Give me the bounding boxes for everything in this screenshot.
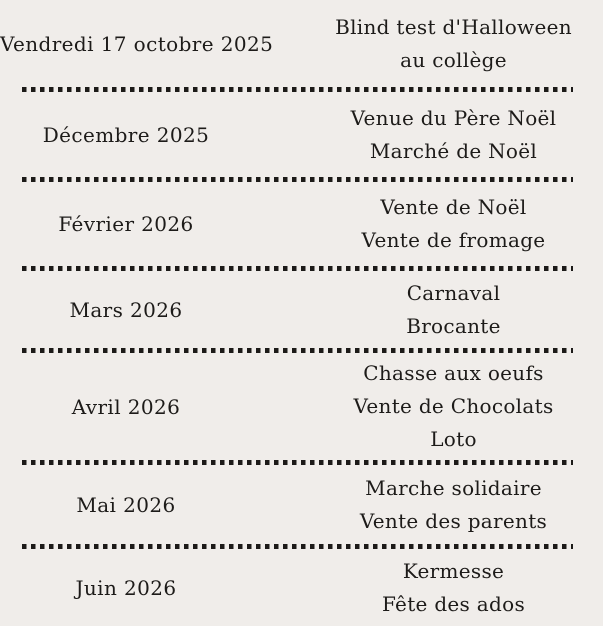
row-events	[252, 191, 603, 257]
row-events	[252, 555, 603, 621]
schedule-row	[0, 182, 603, 266]
row-date: Juin 2026	[75, 575, 177, 600]
row-events	[252, 357, 603, 456]
schedule-row	[0, 92, 603, 177]
row-date: Vendredi 17 octobre 2025	[0, 31, 274, 56]
event-line: Vente de fromage	[361, 228, 546, 252]
schedule-row	[0, 271, 603, 348]
event-line: Fête des ados	[381, 591, 526, 616]
event-line: Blind test d'Halloween	[335, 14, 572, 39]
event-line: Marche solidaire	[365, 475, 542, 500]
row-date: Mai 2026	[76, 492, 176, 517]
schedule-row	[0, 465, 603, 544]
event-line: Venue du Père Noël	[350, 105, 557, 130]
schedule-row	[0, 353, 603, 460]
schedule-row	[0, 0, 603, 87]
event-line: Brocante	[406, 313, 501, 338]
schedule-row	[0, 549, 603, 626]
row-date: Mars 2026	[69, 297, 183, 322]
row-events	[252, 11, 603, 77]
event-line: Loto	[430, 427, 477, 451]
event-line: au collège	[400, 47, 507, 72]
row-date: Avril 2026	[71, 394, 181, 419]
row-events	[252, 472, 603, 538]
event-line: Vente de Chocolats	[353, 394, 554, 418]
row-events	[252, 102, 603, 168]
event-line: Vente des parents	[359, 508, 548, 533]
row-date: Février 2026	[58, 212, 194, 236]
event-line: Marché de Noël	[369, 138, 538, 163]
event-line: Vente de Noël	[380, 195, 527, 219]
event-line: Chasse aux oeufs	[363, 361, 544, 385]
row-date: Décembre 2025	[42, 122, 210, 147]
row-events	[252, 277, 603, 343]
event-line: Kermesse	[402, 558, 505, 583]
event-line: Carnaval	[406, 280, 501, 305]
